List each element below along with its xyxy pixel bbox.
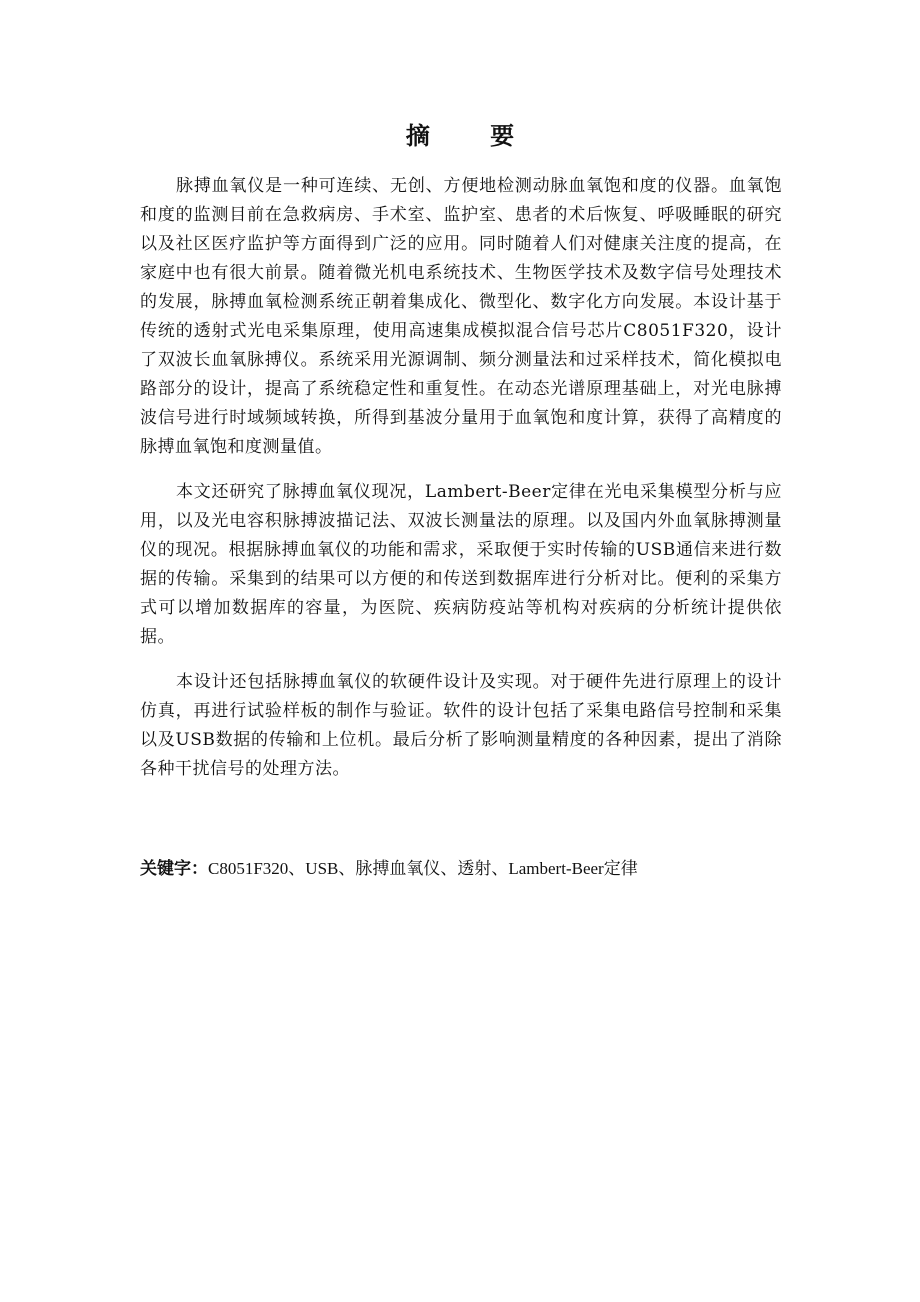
keywords-label: 关键字： <box>140 859 208 879</box>
abstract-paragraph-1: 脉搏血氧仪是一种可连续、无创、方便地检测动脉血氧饱和度的仪器。血氧饱和度的监测目前在急救病房、手术室、监护室、患者的术后恢复、呼吸睡眠的研究以及社区医疗监护等方面得到广泛的应用。同时随着人们对健康关注度的提高，在家庭中也有很大前景。随着微光机电系统技术、生物医学技术及数字信号处理技术的发展，脉搏血氧检测系统正朝着集成化、微型化、数字化方向发展。本设计基于传统的透射式光电采集原理，使用高速集成模拟混合信号芯片C8051F320，设计了双波长血氧脉搏仪。系统采用光源调制、频分测量法和过采样技术，简化模拟电路部分的设计，提高了系统稳定性和重复性。在动态光谱原理基础上，对光电脉搏波信号进行时域频域转换，所得到基波分量用于血氧饱和度计算，获得了高精度的脉搏血氧饱和度测量值。 <box>140 176 782 457</box>
page-title: 摘 要 <box>405 122 541 150</box>
keywords-value: C8051F320、USB、脉搏血氧仪、透射、Lambert-Beer定律 <box>208 859 638 878</box>
abstract-body <box>140 172 782 800</box>
abstract-paragraph-2: 本文还研究了脉搏血氧仪现况，Lambert-Beer定律在光电采集模型分析与应用，以及光电容积脉搏波描记法、双波长测量法的原理。以及国内外血氧脉搏测量仪的现况。根据脉搏血氧仪的功能和需求，采取便于实时传输的USB通信来进行数据的传输。采集到的结果可以方便的和传送到数据库进行分析对比。便利的采集方式可以增加数据库的容量，为医院、疾病防疫站等机构对疾病的分析统计提供依据。 <box>140 482 782 647</box>
abstract-paragraph-3: 本设计还包括脉搏血氧仪的软硬件设计及实现。对于硬件先进行原理上的设计仿真，再进行试验样板的制作与验证。软件的设计包括了采集电路信号控制和采集以及USB数据的传输和上位机。最后分析了影响测量精度的各种因素，提出了消除各种干扰信号的处理方法。 <box>140 672 782 779</box>
keywords-line <box>140 854 800 884</box>
